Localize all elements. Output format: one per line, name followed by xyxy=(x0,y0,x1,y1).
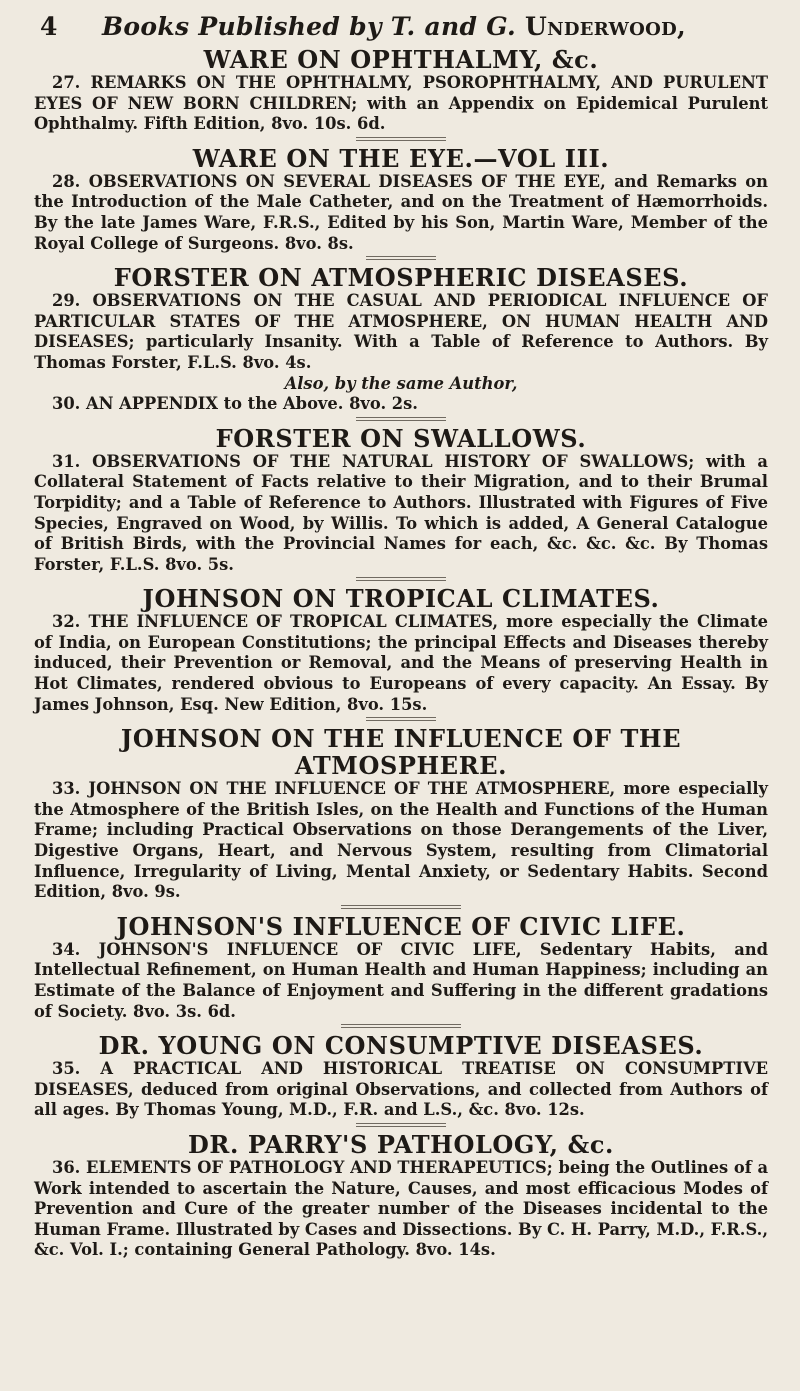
catalogue-page xyxy=(34,10,768,1380)
section-johnson-tropical xyxy=(34,585,768,721)
rule-divider xyxy=(366,717,436,721)
section-title: JOHNSON ON TROPICAL CLIMATES. xyxy=(142,584,660,614)
rule-divider xyxy=(356,577,446,581)
rule-divider xyxy=(341,1024,461,1028)
section-title: DR. PARRY'S PATHOLOGY, &c. xyxy=(187,1129,615,1159)
section-subtitle: Also, by the same Author, xyxy=(284,373,518,393)
catalogue-entry: 30. AN APPENDIX to the Above. 8vo. 2s. xyxy=(52,394,418,414)
catalogue-entry: 31. OBSERVATIONS OF THE NATURAL HISTORY OF SWALLOWS; with a Collateral Statement of Facts relative to their Migration, and to their Brumal Torpidity; and a Table of Reference to Authors. Illustrated with Figures of Five Species, Engraved on Wood, by Willis. To which is added, A General Catalogue of British Birds, with the Provincial Names for each, &c. &c. &c. By Thomas Forster, F.L.S. 8vo. 5s. xyxy=(34,451,768,574)
rule-divider xyxy=(356,1123,446,1127)
section-title: FORSTER ON ATMOSPHERIC DISEASES. xyxy=(113,263,689,293)
section-title: JOHNSON ON THE INFLUENCE OF THE ATMOSPHERE. xyxy=(120,724,682,781)
catalogue-entry: 33. JOHNSON ON THE INFLUENCE OF THE ATMOSPHERE, more especially the Atmosphere of the British Isles, on the Health and Functions of the Human Frame; including Practical Observations on those Derangements of the Liver, Digestive Organs, Heart, and Nervous System, resulting from Climatorial Influence, Irregularity of Living, Mental Anxiety, or Sedentary Habits. Second Edition, 8vo. 9s. xyxy=(34,779,768,902)
rule-divider xyxy=(341,905,461,909)
section-young-consumptive xyxy=(34,1032,768,1127)
publisher-name: Underwood, xyxy=(525,12,687,41)
section-johnson-civic-life xyxy=(34,913,768,1028)
section-forster-swallows xyxy=(34,425,768,582)
section-parry-pathology xyxy=(34,1131,768,1261)
catalogue-entry: 28. OBSERVATIONS ON SEVERAL DISEASES OF THE EYE, and Remarks on the Introduction of the Male Catheter, and on the Treatment of Hæmorrhoids. By the late James Ware, F.R.S., Edited by his Son, Martin Ware, Member of the Royal College of Surgeons. 8vo. 8s. xyxy=(34,171,768,253)
catalogue-entry: 35. A PRACTICAL AND HISTORICAL TREATISE ON CONSUMPTIVE DISEASES, deduced from original Observations, and collected from Authors of all ages. By Thomas Young, M.D., F.R. and L.S., &c. 8vo. 12s. xyxy=(34,1059,768,1120)
section-title: WARE ON THE EYE.—VOL III. xyxy=(192,143,610,173)
section-johnson-atmosphere xyxy=(34,725,768,909)
catalogue-entry: 29. OBSERVATIONS ON THE CASUAL AND PERIODICAL INFLUENCE OF PARTICULAR STATES OF THE ATMOSPHERE, ON HUMAN HEALTH AND DISEASES; particularly Insanity. With a Table of Reference to Authors. By Thomas Forster, F.L.S. 8vo. 4s. xyxy=(34,291,768,372)
section-title: WARE ON OPHTHALMY, &c. xyxy=(203,45,599,74)
rule-divider xyxy=(356,417,446,421)
catalogue-entry: 27. REMARKS ON THE OPHTHALMY, PSOROPHTHALMY, AND PURULENT EYES OF NEW BORN CHILDREN; with an Appendix on Epidemical Purulent Ophthalmy. Fifth Edition, 8vo. 10s. 6d. xyxy=(34,73,768,134)
rule-divider xyxy=(356,137,446,141)
section-title: FORSTER ON SWALLOWS. xyxy=(215,423,587,453)
section-title: DR. YOUNG ON CONSUMPTIVE DISEASES. xyxy=(98,1031,704,1061)
section-ware-eye xyxy=(34,145,768,260)
catalogue-entry: 36. ELEMENTS OF PATHOLOGY AND THERAPEUTICS; being the Outlines of a Work intended to ascertain the Nature, Causes, and most efficacious Modes of Prevention and Cure of the greater number of the Diseases incidental to the Human Frame. Illustrated by Cases and Dissections. By C. H. Parry, M.D., F.R.S., &c. Vol. I.; containing General Pathology. 8vo. 14s. xyxy=(34,1157,768,1260)
section-title: JOHNSON'S INFLUENCE OF CIVIC LIFE. xyxy=(116,911,686,941)
catalogue-entry: 34. JOHNSON'S INFLUENCE OF CIVIC LIFE, Sedentary Habits, and Intellectual Refinement, on Human Health and Human Happiness; including an Estimate of the Balance of Enjoyment and Suffering in the different gradations of Society. 8vo. 3s. 6d. xyxy=(34,939,768,1021)
publisher-line xyxy=(102,10,686,44)
publisher-prefix: Books Published by T. and G. xyxy=(102,12,516,41)
running-header xyxy=(34,10,768,44)
section-ware-ophthalmy xyxy=(34,46,768,141)
page-number: 4 xyxy=(40,12,58,41)
rule-divider xyxy=(366,256,436,260)
catalogue-entry: 32. THE INFLUENCE OF TROPICAL CLIMATES, more especially the Climate of India, on European Constitutions; the principal Effects and Diseases thereby induced, their Prevention or Removal, and the Means of preserving Health in Hot Climates, rendered obvious to Europeans of every capacity. An Essay. By James Johnson, Esq. New Edition, 8vo. 15s. xyxy=(34,612,768,714)
section-forster-atmospheric xyxy=(34,264,768,421)
